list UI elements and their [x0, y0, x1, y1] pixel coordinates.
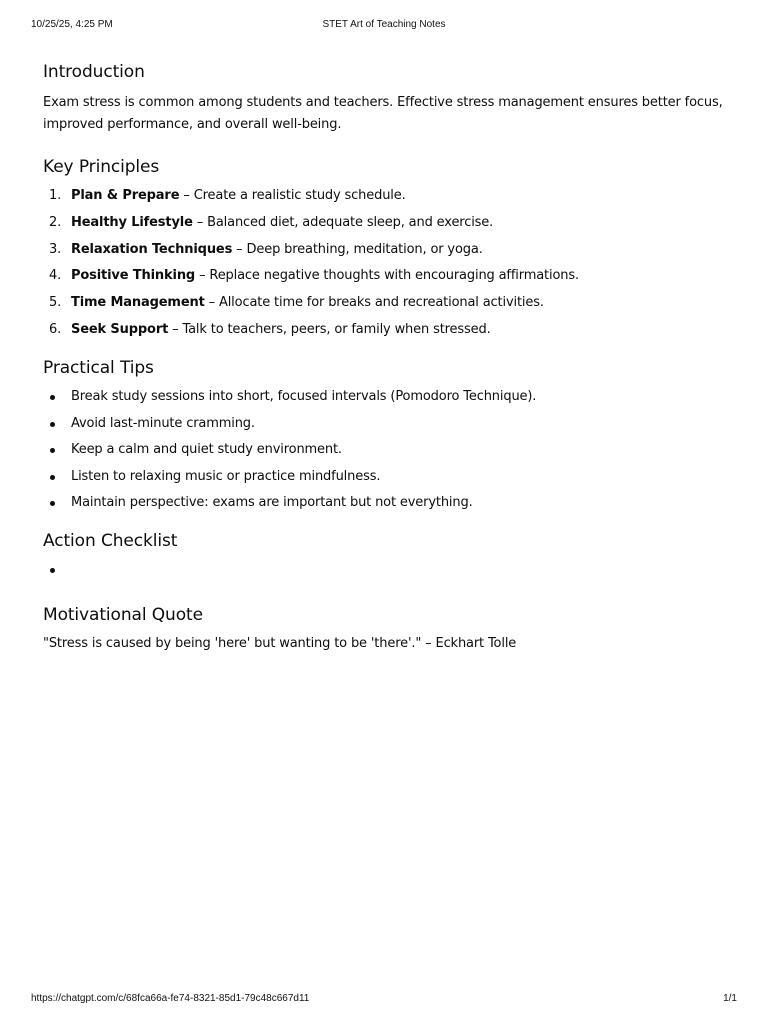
tip-text: Listen to relaxing music or practice mindfulness. [71, 468, 381, 484]
principle-item [43, 240, 723, 260]
principle-number: 4. [49, 268, 62, 284]
principle-term: Relaxation Techniques [71, 241, 233, 257]
principle-number: 1. [49, 188, 62, 203]
principle-term: Seek Support [71, 321, 169, 337]
principle-number: 3. [49, 241, 62, 257]
tip-item [43, 414, 723, 434]
print-page-number: 1/1 [723, 993, 737, 1004]
bullet-icon [50, 448, 55, 453]
principle-term: Positive Thinking [71, 268, 196, 284]
principle-number: 6. [49, 321, 62, 337]
principle-item [43, 293, 723, 313]
tip-text: Avoid last-minute cramming. [71, 415, 255, 431]
print-url: https://chatgpt.com/c/68fca66a-fe74-8321-85d1-79c48c667d11 [31, 993, 310, 1004]
bullet-icon [50, 501, 55, 506]
tip-text: Break study sessions into short, focused intervals (Pomodoro Technique). [71, 388, 537, 404]
practical-tips-list [43, 387, 723, 513]
tip-text: Maintain perspective: exams are important but not everything. [71, 495, 473, 511]
print-header [0, 19, 768, 33]
motivational-quote-heading: Motivational Quote [43, 605, 203, 626]
checklist-item-empty [43, 560, 723, 580]
print-title: STET Art of Teaching Notes [322, 19, 446, 30]
key-principles-list [43, 186, 723, 340]
tip-item [43, 493, 723, 513]
principle-term: Healthy Lifestyle [71, 214, 193, 230]
tip-text: Keep a calm and quiet study environment. [71, 442, 342, 458]
tip-item [43, 467, 723, 487]
document-content [43, 60, 723, 655]
principle-term: Time Management [71, 295, 205, 311]
bullet-icon [50, 395, 55, 400]
bullet-icon [50, 422, 55, 427]
bullet-icon [50, 475, 55, 480]
print-footer [0, 993, 768, 1007]
action-checklist-heading: Action Checklist [43, 531, 178, 552]
principle-desc: – Replace negative thoughts with encouraging affirmations. [195, 268, 579, 284]
motivational-quote-text: "Stress is caused by being 'here' but wanting to be 'there'." – Eckhart Tolle [43, 636, 517, 652]
practical-tips-heading: Practical Tips [43, 357, 154, 378]
principle-number: 2. [49, 214, 62, 230]
principle-desc: – Create a realistic study schedule. [179, 188, 406, 203]
key-principles-heading: Key Principles [43, 157, 160, 177]
principle-term: Plan & Prepare [71, 188, 180, 203]
principle-number: 5. [49, 295, 62, 311]
principle-item [43, 320, 723, 340]
action-checklist-list [43, 560, 723, 580]
principle-desc: – Deep breathing, meditation, or yoga. [232, 241, 483, 257]
introduction-heading: Introduction [43, 62, 145, 82]
introduction-text: Exam stress is common among students and teachers. Effective stress management ensures better focus, improved performance, and overall well-being. [43, 95, 723, 132]
principle-item [43, 186, 723, 206]
principle-item [43, 213, 723, 233]
tip-item [43, 387, 723, 407]
principle-desc: – Talk to teachers, peers, or family when stressed. [168, 321, 491, 337]
principle-desc: – Balanced diet, adequate sleep, and exercise. [192, 214, 494, 230]
principle-item [43, 266, 723, 286]
tip-item [43, 440, 723, 460]
print-datetime: 10/25/25, 4:25 PM [31, 19, 113, 30]
bullet-icon [50, 568, 55, 573]
principle-desc: – Allocate time for breaks and recreational activities. [204, 295, 544, 311]
